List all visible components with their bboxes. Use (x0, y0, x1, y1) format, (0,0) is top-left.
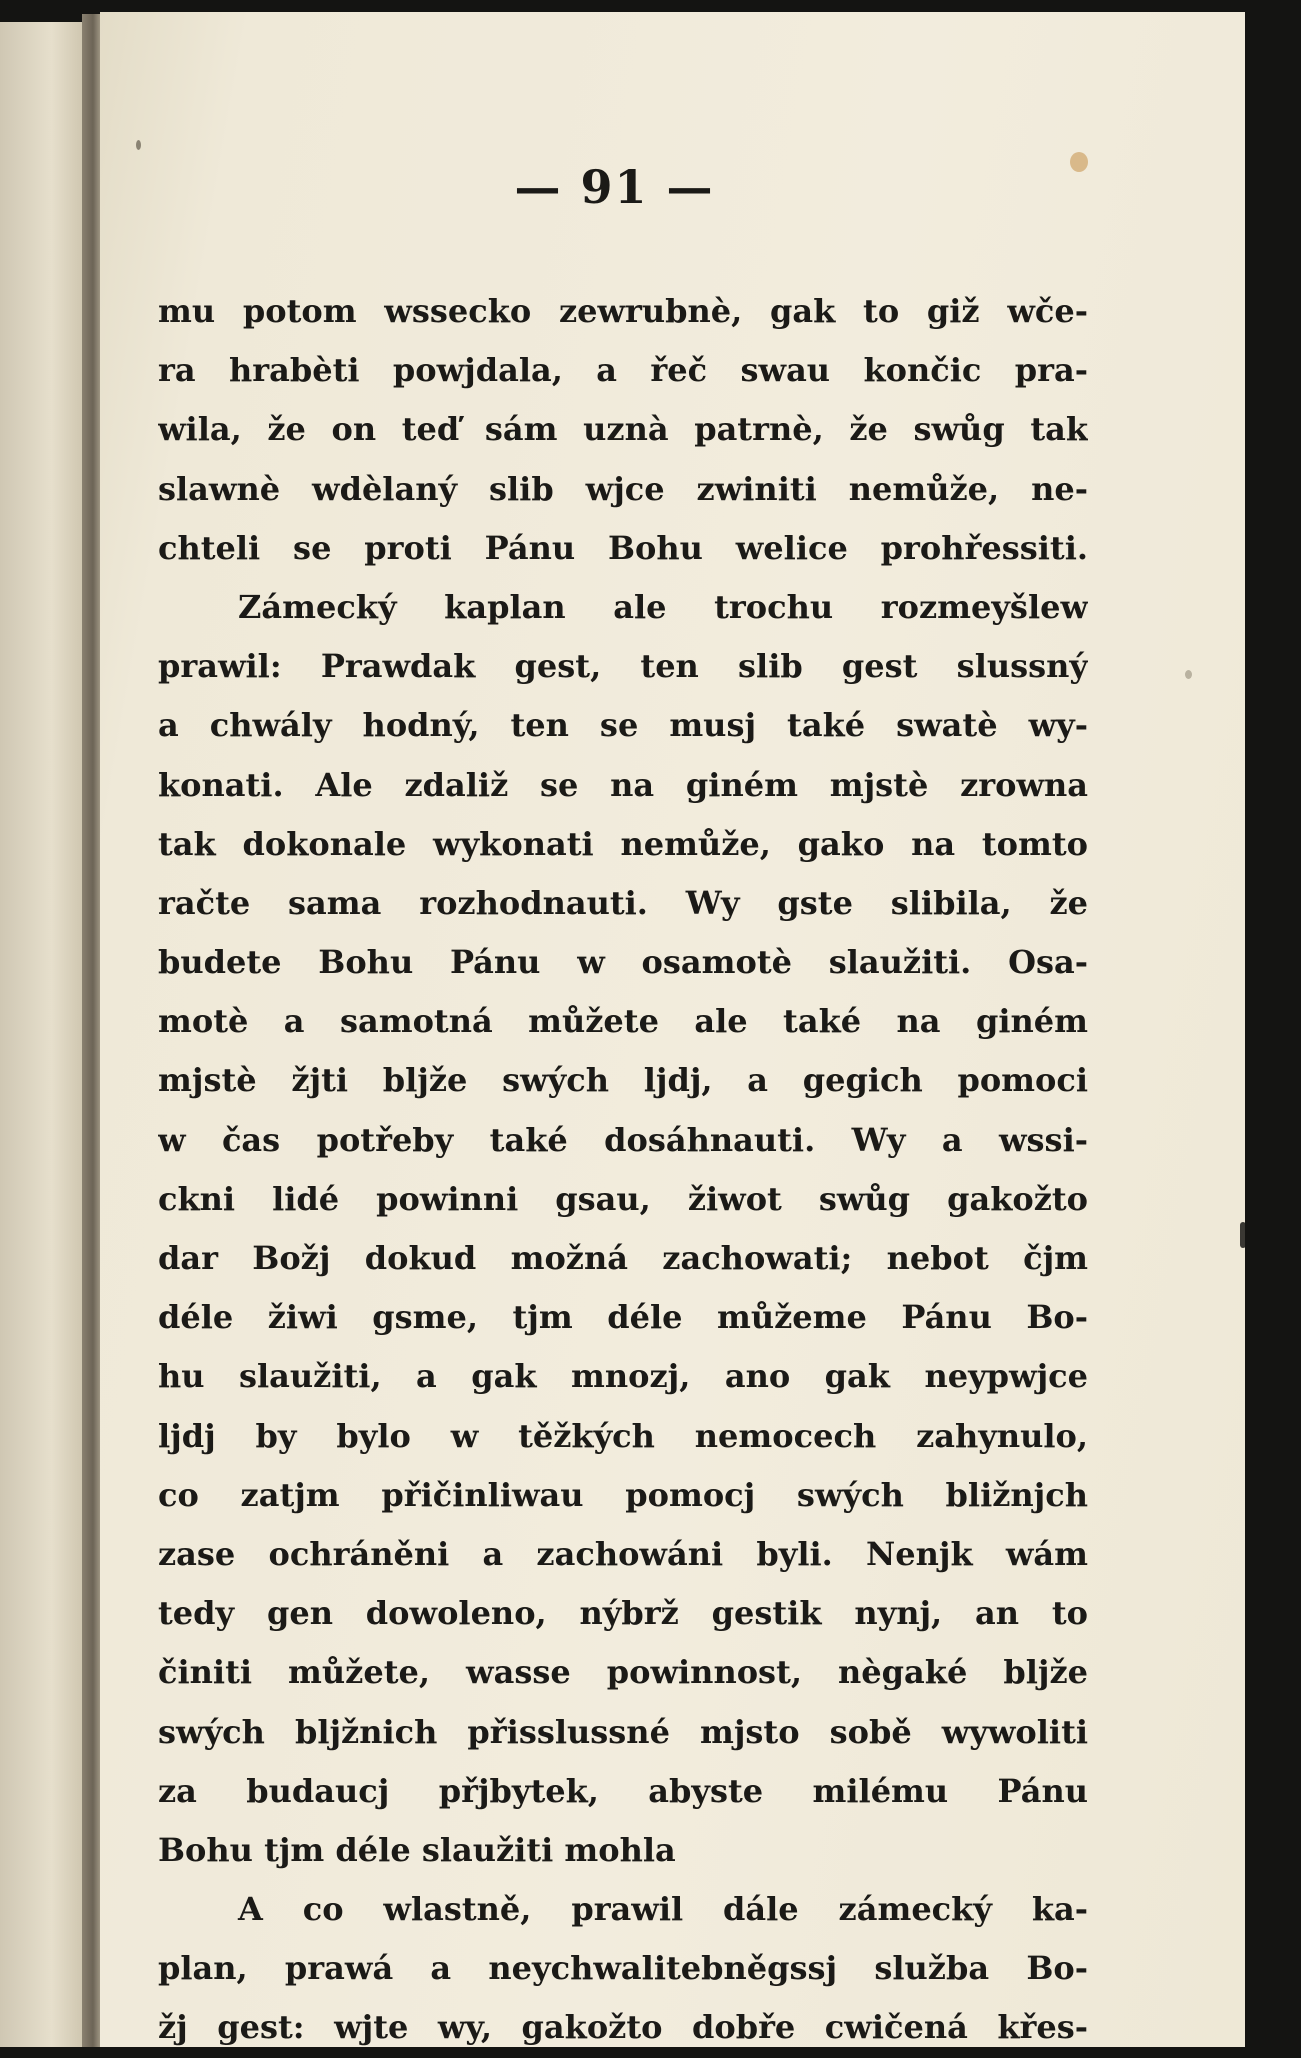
text-line: a chwály hodný, ten se musj také swatè wy- (158, 706, 1088, 745)
text-line: motè a samotná můžete ale také na giném (158, 1002, 1088, 1041)
text-line: ra hrabèti powjdala, a řeč swau končic pra- (158, 351, 1088, 390)
text-line: žj gest: wjte wy, gakožto dobře cwičená křes- (158, 2008, 1088, 2047)
scan-right-border (1245, 0, 1301, 2047)
text-line: Zámecký kaplan ale trochu rozmeyšlew (238, 587, 1088, 626)
page-number: — 91 — (514, 160, 715, 214)
text-line: konati. Ale zdaliž se na giném mjstè zrowna (158, 765, 1088, 804)
text-line: hu slaužiti, a gak mnozj, ano gak neypwjce (158, 1357, 1088, 1396)
text-line: Bohu tjm déle slaužiti mohla (158, 1830, 676, 1869)
text-line: mjstè žjti bljže swých ljdj, a gegich pomoci (158, 1061, 1088, 1100)
page-body-text (158, 282, 1088, 2058)
facing-page-edge (0, 22, 86, 2047)
text-line: A co wlastně, prawil dále zámecký ka- (238, 1890, 1088, 1929)
paper-spot (136, 140, 141, 150)
text-line: ljdj by bylo w těžkých nemocech zahynulo, (158, 1416, 1088, 1455)
text-line: co zatjm přičinliwau pomocj swých bližnjch (158, 1475, 1088, 1514)
text-line: mu potom wssecko zewrubnè, gak to giž wče- (158, 292, 1088, 330)
paper-spot (1185, 670, 1192, 679)
text-line: činiti můžete, wasse powinnost, nègaké bljže (158, 1653, 1088, 1692)
text-line: budete Bohu Pánu w osamotè slaužiti. Osa- (158, 943, 1088, 982)
text-line: déle žiwi gsme, tjm déle můžeme Pánu Bo- (158, 1298, 1088, 1337)
text-line: zase ochráněni a zachowáni byli. Nenjk wám (158, 1534, 1088, 1573)
text-line: račte sama rozhodnauti. Wy gste slibila, že (158, 883, 1088, 922)
text-line: prawil: Prawdak gest, ten slib gest slussný (158, 647, 1088, 686)
text-line: ckni lidé powinni gsau, žiwot swůg gakožto (158, 1179, 1088, 1218)
text-line: dar Božj dokud možná zachowati; nebot čjm (158, 1239, 1088, 1277)
text-line: swých bljžnich přisslussné mjsto sobě wywoliti (158, 1712, 1088, 1751)
text-line: tedy gen dowoleno, nýbrž gestik nynj, an to (158, 1594, 1088, 1633)
text-line: w čas potřeby také dosáhnauti. Wy a wssi- (158, 1120, 1088, 1159)
text-line: tak dokonale wykonati nemůže, gako na tomto (158, 824, 1088, 863)
text-line: chteli se proti Pánu Bohu welice prohřessiti. (158, 528, 1088, 567)
text-line: plan, prawá a neychwalitebněgssj služba Bo- (158, 1949, 1088, 1988)
text-line: slawnè wdèlaný slib wjce zwiniti nemůže, ne- (158, 469, 1088, 508)
text-line: wila, že on teď sám uznà patrnè, že swůg tak (158, 410, 1088, 449)
text-line: za budaucj přjbytek, abyste milému Pánu (158, 1771, 1088, 1810)
